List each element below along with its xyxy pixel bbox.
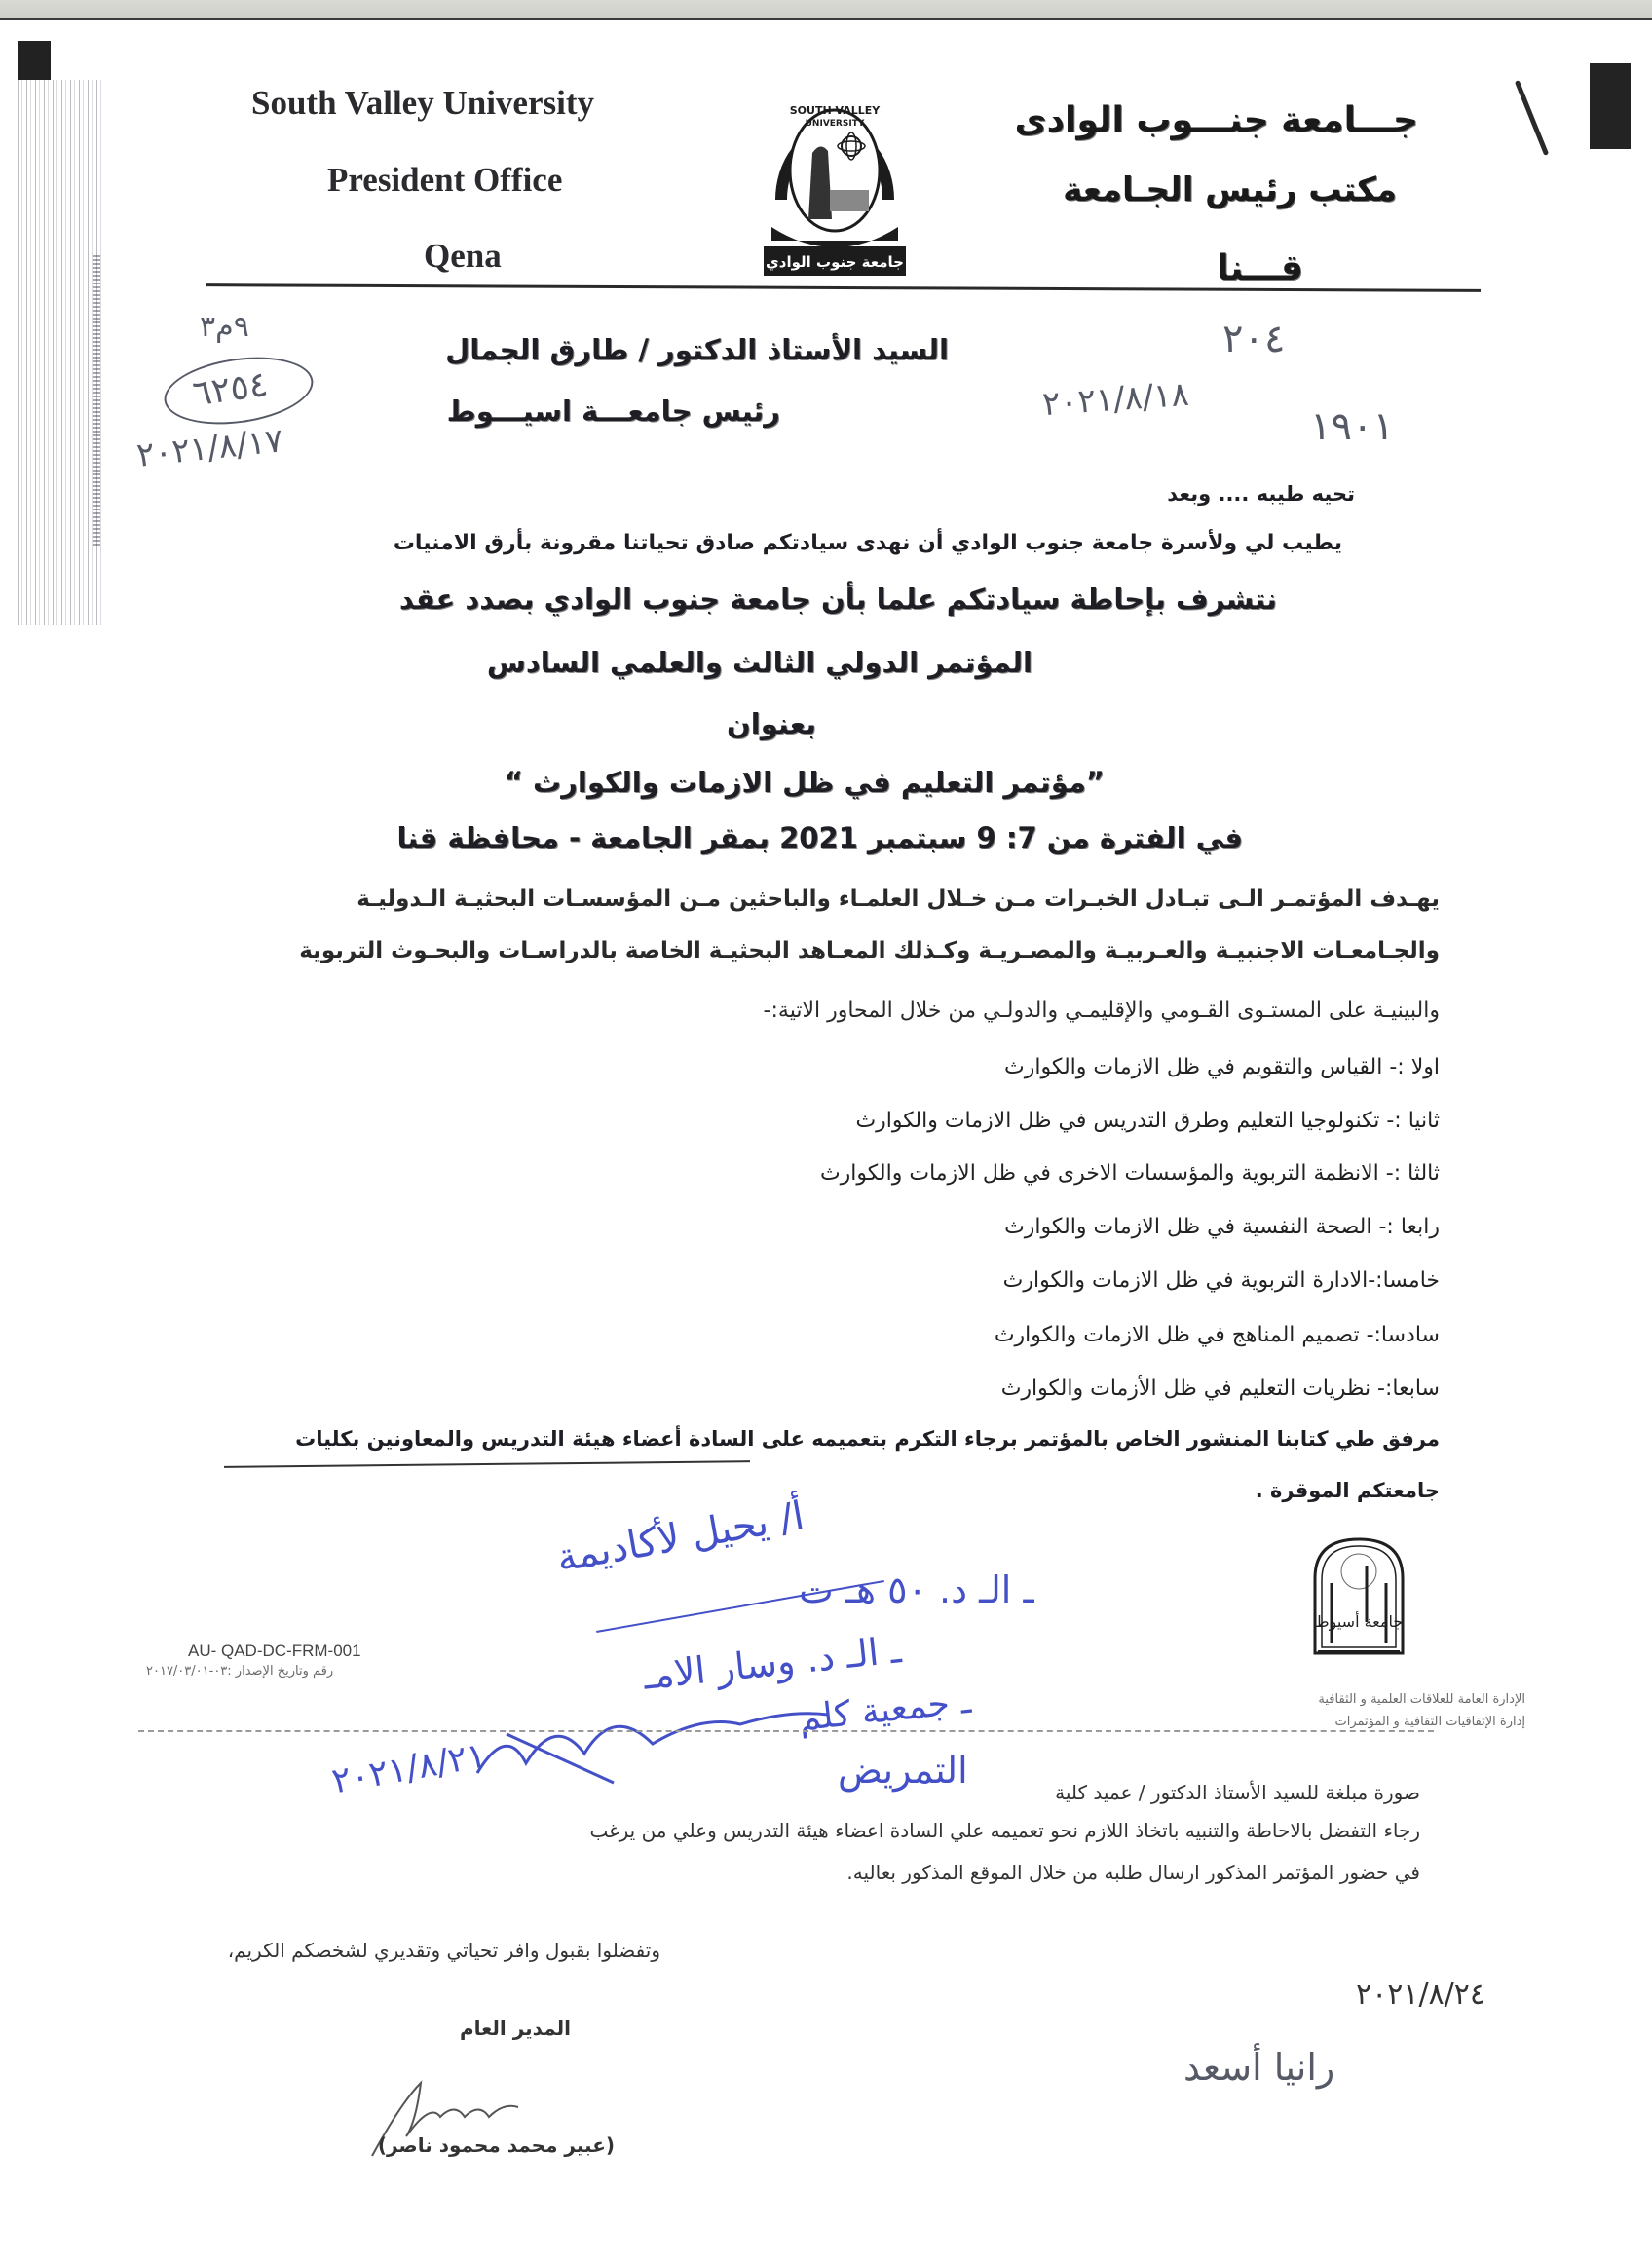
- handwritten-note-line-2: ـ الـ د. ٥٠ هـ ت: [799, 1568, 1034, 1611]
- handwritten-date-right: ٢٠٢١/٨/١٨: [1040, 374, 1190, 425]
- handwritten-note-line-5: التمريض: [838, 1749, 968, 1792]
- recipient-name: السيد الأستاذ الدكتور / طارق الجمال: [445, 333, 949, 366]
- handwritten-date-left: ٢٠٢١/٨/١٧: [134, 421, 285, 475]
- topic-3: ثالثا :- الانظمة التربوية والمؤسسات الاخرى في ظل الازمات والكوارث: [819, 1161, 1440, 1186]
- purpose-line-1: يهـدف المؤتمـر الـى تبـادل الخبـرات مـن خـلال العلمـاء والباحثين مـن المؤسسـات البحثيـة الـدوليـة: [357, 887, 1440, 912]
- signer-title: المدير العام: [459, 2017, 571, 2040]
- handwritten-code-right: ٢٠٤: [1222, 317, 1286, 361]
- purpose-line-3: والبينيـة على المستـوى القـومي والإقليمـي والدولـي من خلال المحاور الاتية:-: [763, 999, 1440, 1023]
- assiut-university-logo-icon: [1310, 1534, 1408, 1656]
- form-code: AU- QAD-DC-FRM-001: [188, 1642, 361, 1660]
- intro-line: يطيب لي ولأسرة جامعة جنوب الوادي أن نهدى سيادتكم صادق تحياتنا مقرونة بأرق الامنيات: [393, 531, 1342, 555]
- svg-text:SOUTH VALLEY: SOUTH VALLEY: [789, 104, 881, 117]
- signer-name: (عبير محمد محمود ناصر): [377, 2133, 615, 2157]
- recipient-title: رئيس جامعـــة اسيـــوط: [446, 395, 780, 428]
- titled-label: بعنوان: [727, 707, 816, 740]
- handwritten-note-line-4: ـ جمعية كلم: [797, 1680, 973, 1740]
- conference-period: في الفترة من 7: 9 سبتمبر 2021 بمقر الجامعة - محافظة قنا: [396, 821, 1243, 854]
- scan-artifact-right: [1590, 63, 1631, 149]
- announcement-line: نتشرف بإحاطة سيادتكم علما بأن جامعة جنوب الوادي بصدد عقد: [398, 583, 1277, 616]
- scan-top-edge: [0, 0, 1652, 20]
- svg-text:جامعة أسيوط: جامعة أسيوط: [1314, 1612, 1404, 1631]
- topic-4: رابعا :- الصحة النفسية في ظل الازمات والكوارث: [1004, 1215, 1440, 1239]
- copy-recipient: صورة مبلغة للسيد الأستاذ الدكتور / عميد كلية: [1055, 1781, 1420, 1804]
- letterhead-university-ar: جـــامعة جنـــوب الوادى: [1014, 100, 1418, 140]
- scan-artifact-left: [18, 41, 51, 80]
- handwritten-ref-top: ٩م٣: [200, 310, 249, 344]
- greeting: تحيه طيبه .... وبعد: [1167, 482, 1355, 506]
- purpose-line-2: والجـامعـات الاجنبيـة والعـربيـة والمصـريـة وكـذلك المعـاهد البحثيـة الخاصة بالدراسـات والبحـوث التربوية: [299, 938, 1440, 963]
- closing-line: وتفضلوا بقبول وافر تحياتي وتقديري لشخصكم الكريم،: [227, 1939, 660, 1962]
- topic-7: سابعا:- نظريات التعليم في ظل الأزمات والكوارث: [1000, 1377, 1440, 1401]
- topic-5: خامسا:-الادارة التربوية في ظل الازمات والكوارث: [1002, 1268, 1440, 1293]
- topic-1: اولا :- القياس والتقويم في ظل الازمات والكوارث: [1004, 1055, 1440, 1079]
- handwritten-note-signature-date: ٢٠٢١/٨/٢١: [328, 1735, 489, 1802]
- department-line-2: إدارة الإتفاقيات الثقافية و المؤتمرات: [1334, 1715, 1525, 1729]
- letterhead-university-en: South Valley University: [251, 84, 594, 122]
- form-issue: رقم وتاريخ الإصدار :٠٣-٢٠١٧/٠٣/٠١: [146, 1664, 334, 1679]
- topic-2: ثانيا :- تكنولوجيا التعليم وطرق التدريس في ظل الازمات والكوارث: [855, 1109, 1440, 1133]
- conference-name: المؤتمر الدولي الثالث والعلمي السادس: [486, 646, 1032, 679]
- copy-date: ٢٠٢١/٨/٢٤: [1356, 1978, 1486, 2012]
- letterhead-city-ar: قـــنا: [1217, 248, 1303, 288]
- letterhead-office-en: President Office: [327, 161, 563, 199]
- handwritten-ref-circled: [160, 349, 318, 434]
- department-line-1: الإدارة العامة للعلاقات العلمية و الثقافية: [1318, 1692, 1525, 1707]
- handwritten-slash-mark: [1515, 80, 1549, 156]
- handwritten-number-right: ١٩٠١: [1310, 404, 1394, 449]
- scan-noise-left-2: [93, 253, 100, 546]
- attachment-underline: [224, 1460, 750, 1468]
- handwritten-note-line-3: ـ الـ د. وسار الامـ: [641, 1628, 904, 1698]
- handwritten-ref-number: ٦٢٥٤: [190, 364, 271, 415]
- svg-text:UNIVERSITY: UNIVERSITY: [805, 119, 865, 129]
- handwritten-signature-blue: [468, 1695, 838, 1793]
- letterhead-office-ar: مكتب رئيس الجـامعة: [1063, 170, 1397, 209]
- attachment-line-2: جامعتكم الموقرة .: [1255, 1479, 1440, 1502]
- conference-title: ”مؤتمر التعليم في ظل الازمات والكوارث “: [504, 766, 1105, 799]
- handwritten-note-line-1: أ/ يحيل لأكاديمة: [552, 1493, 807, 1581]
- copy-line-2: في حضور المؤتمر المذكور ارسال طلبه من خلال الموقع المذكور بعاليه.: [846, 1861, 1420, 1884]
- svg-text:جامعة جنوب الوادي: جامعة جنوب الوادي: [766, 253, 904, 271]
- topic-6: سادسا:- تصميم المناهج في ظل الازمات والكوارث: [994, 1323, 1440, 1347]
- attachment-line-1: مرفق طي كتابنا المنشور الخاص بالمؤتمر برجاء التكرم بتعميمه على السادة أعضاء هيئة التدريس والمعاونين بكليات: [295, 1427, 1440, 1451]
- footer-divider: [138, 1730, 1434, 1732]
- signature-right: رانيا أسعد: [1183, 2046, 1335, 2089]
- copy-line-1: رجاء التفضل بالاحاطة والتنبيه باتخاذ اللازم نحو تعميمه علي السادة اعضاء هيئة التدريس وعلي من يرغب: [589, 1819, 1420, 1842]
- letterhead-city-en: Qena: [424, 237, 502, 275]
- university-seal-icon: [762, 73, 908, 283]
